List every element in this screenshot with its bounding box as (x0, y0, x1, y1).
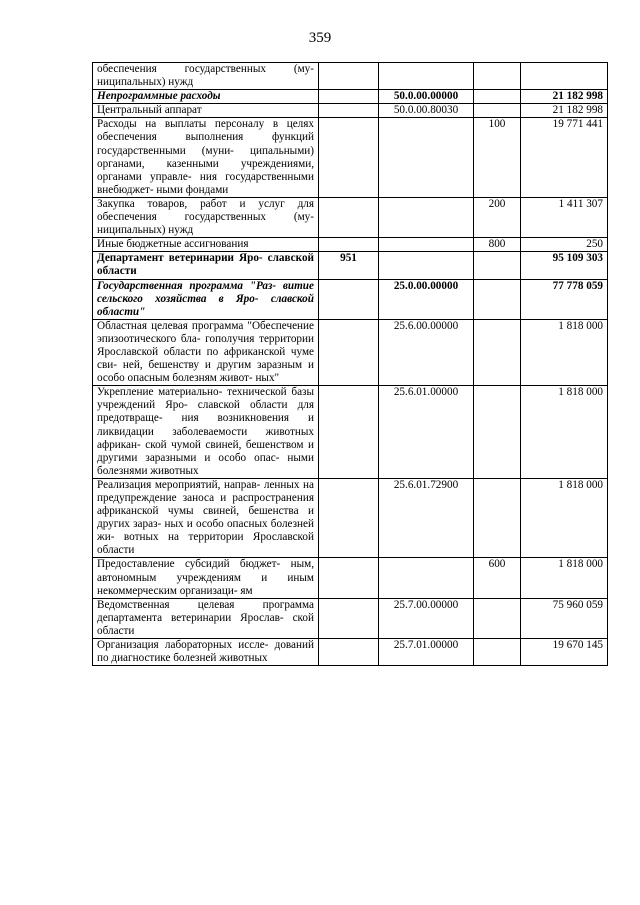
cell-department-code (319, 279, 379, 319)
cell-expense-type (474, 319, 521, 385)
cell-name: Иные бюджетные ассигнования (93, 238, 319, 252)
cell-target-article: 25.6.01.00000 (379, 386, 474, 479)
cell-target-article (379, 63, 474, 90)
cell-department-code (319, 558, 379, 598)
table-row (93, 197, 608, 237)
cell-amount: 75 960 059 (521, 598, 608, 638)
cell-expense-type (474, 252, 521, 279)
cell-department-code (319, 63, 379, 90)
cell-name: Ведомственная целевая программа департамента ветеринарии Ярослав- ской области (93, 598, 319, 638)
cell-department-code (319, 104, 379, 118)
table-row (93, 118, 608, 198)
cell-target-article: 25.7.00.00000 (379, 598, 474, 638)
cell-name: Закупка товаров, работ и услуг для обеспечения государственных (му- ниципальных) нужд (93, 197, 319, 237)
cell-amount: 95 109 303 (521, 252, 608, 279)
table-row (93, 386, 608, 479)
cell-target-article: 25.6.01.72900 (379, 478, 474, 558)
cell-amount: 19 670 145 (521, 639, 608, 666)
cell-department-code (319, 478, 379, 558)
table-row (93, 478, 608, 558)
cell-target-article (379, 197, 474, 237)
cell-department-code: 951 (319, 252, 379, 279)
cell-department-code (319, 238, 379, 252)
cell-expense-type (474, 598, 521, 638)
cell-amount: 21 182 998 (521, 104, 608, 118)
cell-expense-type: 200 (474, 197, 521, 237)
cell-target-article (379, 558, 474, 598)
table-row (93, 279, 608, 319)
table-row (93, 639, 608, 666)
budget-table-body (93, 63, 608, 666)
cell-expense-type: 600 (474, 558, 521, 598)
cell-name: Непрограммные расходы (93, 90, 319, 104)
cell-name: Реализация мероприятий, направ- ленных на предупреждение заноса и распространения африканской чумы свиней, бешенства и других зараз- ных и особо опасных болезней жи- вотных на территории Ярославской области (93, 478, 319, 558)
cell-amount: 1 818 000 (521, 386, 608, 479)
cell-amount: 21 182 998 (521, 90, 608, 104)
cell-expense-type (474, 63, 521, 90)
cell-target-article: 50.0.00.80030 (379, 104, 474, 118)
cell-department-code (319, 386, 379, 479)
table-row (93, 319, 608, 385)
cell-amount: 1 818 000 (521, 558, 608, 598)
cell-amount: 250 (521, 238, 608, 252)
table-row (93, 63, 608, 90)
cell-target-article (379, 252, 474, 279)
cell-expense-type: 800 (474, 238, 521, 252)
cell-name: Организация лабораторных иссле- дований по диагностике болезней животных (93, 639, 319, 666)
cell-expense-type (474, 386, 521, 479)
page-number: 359 (308, 30, 332, 46)
cell-expense-type (474, 104, 521, 118)
cell-amount: 1 411 307 (521, 197, 608, 237)
cell-target-article: 50.0.00.00000 (379, 90, 474, 104)
cell-name: Областная целевая программа "Обеспечение эпизоотического бла- гополучия территории Ярославской области по африканской чуме сви- ней, бешенству и другим заразным и особо опасным болезням живот- ных" (93, 319, 319, 385)
cell-department-code (319, 319, 379, 385)
table-row (93, 90, 608, 104)
table-row (93, 104, 608, 118)
cell-expense-type (474, 639, 521, 666)
cell-name: Государственная программа "Раз- витие сельского хозяйства в Яро- славской области" (93, 279, 319, 319)
table-row (93, 598, 608, 638)
cell-department-code (319, 197, 379, 237)
cell-amount (521, 63, 608, 90)
cell-target-article: 25.7.01.00000 (379, 639, 474, 666)
cell-target-article (379, 238, 474, 252)
cell-amount: 19 771 441 (521, 118, 608, 198)
cell-department-code (319, 598, 379, 638)
cell-name: Предоставление субсидий бюджет- ным, автономным учреждениям и иным некоммерческим организаци- ям (93, 558, 319, 598)
cell-name: Центральный аппарат (93, 104, 319, 118)
table-row (93, 558, 608, 598)
cell-target-article: 25.6.00.00000 (379, 319, 474, 385)
table-row (93, 252, 608, 279)
cell-expense-type (474, 279, 521, 319)
cell-target-article: 25.0.00.00000 (379, 279, 474, 319)
cell-amount: 1 818 000 (521, 319, 608, 385)
table-row (93, 238, 608, 252)
cell-target-article (379, 118, 474, 198)
cell-amount: 77 778 059 (521, 279, 608, 319)
cell-expense-type: 100 (474, 118, 521, 198)
cell-department-code (319, 639, 379, 666)
cell-name: Укрепление материально- технической базы учреждений Яро- славской области для предотвраще- ния возникновения и ликвидации заболеваемости животных африкан- ской чумой свиней, бешенством и другими заразными и особо опас- ными болезнями животных (93, 386, 319, 479)
cell-name: Департамент ветеринарии Яро- славской области (93, 252, 319, 279)
cell-expense-type (474, 478, 521, 558)
cell-expense-type (474, 90, 521, 104)
cell-department-code (319, 118, 379, 198)
cell-name: Расходы на выплаты персоналу в целях обеспечения выполнения функций государственными (муни- ципальными) органами, казенными учреждениями, органами управле- ния государственными внебюджет- ными фондами (93, 118, 319, 198)
cell-department-code (319, 90, 379, 104)
cell-amount: 1 818 000 (521, 478, 608, 558)
budget-table (92, 62, 608, 666)
cell-name: обеспечения государственных (му- ниципальных) нужд (93, 63, 319, 90)
